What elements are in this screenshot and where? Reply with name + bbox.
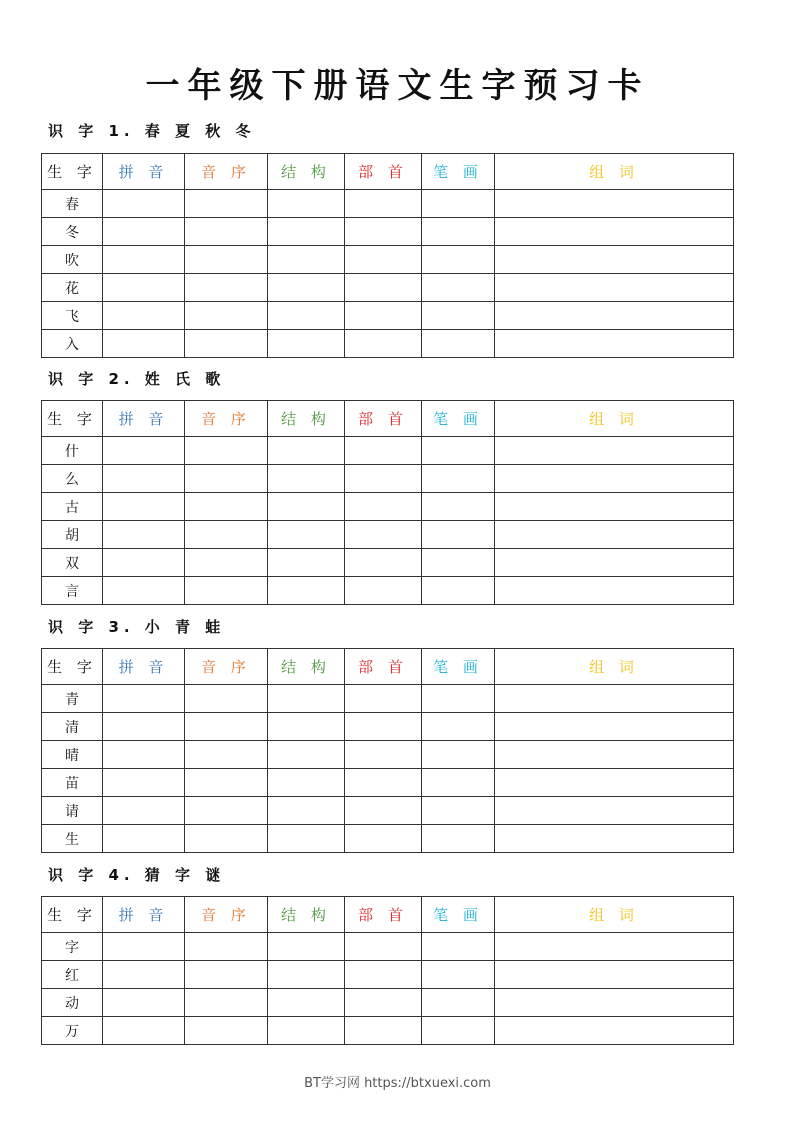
section-title: 识 字 2. 姓 氏 歌 [48, 370, 226, 388]
table-row [42, 246, 734, 274]
answer-cell[interactable] [185, 685, 268, 713]
character-cell: 双 [42, 549, 103, 577]
answer-cell[interactable] [268, 769, 345, 797]
answer-cell[interactable] [185, 302, 268, 330]
character-cell: 生 [42, 825, 103, 853]
column-header: 结 构 [268, 401, 345, 437]
column-header: 生 字 [42, 401, 103, 437]
answer-cell[interactable] [345, 797, 422, 825]
character-cell: 胡 [42, 521, 103, 549]
answer-cell[interactable] [268, 218, 345, 246]
table-row [42, 549, 734, 577]
page-title: 一年级下册语文生字预习卡 [145, 66, 650, 106]
answer-cell[interactable] [268, 190, 345, 218]
answer-cell[interactable] [495, 577, 734, 605]
column-header: 音 序 [185, 401, 268, 437]
answer-cell[interactable] [345, 741, 422, 769]
answer-cell[interactable] [185, 1017, 268, 1045]
character-cell: 清 [42, 713, 103, 741]
answer-cell[interactable] [422, 741, 495, 769]
answer-cell[interactable] [495, 961, 734, 989]
answer-cell[interactable] [495, 302, 734, 330]
character-cell: 春 [42, 190, 103, 218]
answer-cell[interactable] [103, 797, 185, 825]
table-row [42, 989, 734, 1017]
answer-cell[interactable] [103, 989, 185, 1017]
answer-cell[interactable] [268, 437, 345, 465]
answer-cell[interactable] [268, 989, 345, 1017]
answer-cell[interactable] [422, 190, 495, 218]
character-cell: 字 [42, 933, 103, 961]
answer-cell[interactable] [103, 521, 185, 549]
answer-cell[interactable] [268, 713, 345, 741]
answer-cell[interactable] [185, 961, 268, 989]
answer-cell[interactable] [422, 302, 495, 330]
column-header: 拼 音 [103, 897, 185, 933]
table-row [42, 274, 734, 302]
character-cell: 古 [42, 493, 103, 521]
answer-cell[interactable] [185, 246, 268, 274]
table-row [42, 685, 734, 713]
column-header: 笔 画 [422, 401, 495, 437]
column-header: 结 构 [268, 154, 345, 190]
table-row [42, 741, 734, 769]
answer-cell[interactable] [103, 218, 185, 246]
table-row [42, 769, 734, 797]
preview-card-table [41, 153, 734, 358]
answer-cell[interactable] [185, 465, 268, 493]
character-cell: 入 [42, 330, 103, 358]
answer-cell[interactable] [345, 577, 422, 605]
answer-cell[interactable] [103, 825, 185, 853]
section-title: 识 字 3. 小 青 蛙 [48, 618, 226, 636]
character-cell: 动 [42, 989, 103, 1017]
column-header: 拼 音 [103, 649, 185, 685]
answer-cell[interactable] [268, 465, 345, 493]
answer-cell[interactable] [345, 274, 422, 302]
character-cell: 花 [42, 274, 103, 302]
column-header: 部 首 [345, 897, 422, 933]
column-header: 拼 音 [103, 154, 185, 190]
table-row [42, 961, 734, 989]
answer-cell[interactable] [268, 493, 345, 521]
column-header: 拼 音 [103, 401, 185, 437]
answer-cell[interactable] [422, 933, 495, 961]
answer-cell[interactable] [495, 521, 734, 549]
answer-cell[interactable] [345, 465, 422, 493]
answer-cell[interactable] [268, 302, 345, 330]
answer-cell[interactable] [345, 302, 422, 330]
answer-cell[interactable] [185, 989, 268, 1017]
answer-cell[interactable] [495, 797, 734, 825]
answer-cell[interactable] [345, 330, 422, 358]
answer-cell[interactable] [345, 549, 422, 577]
character-cell: 青 [42, 685, 103, 713]
answer-cell[interactable] [345, 493, 422, 521]
preview-card-table [41, 648, 734, 853]
column-header: 生 字 [42, 649, 103, 685]
answer-cell[interactable] [103, 713, 185, 741]
answer-cell[interactable] [495, 549, 734, 577]
column-header: 结 构 [268, 897, 345, 933]
column-header: 笔 画 [422, 897, 495, 933]
answer-cell[interactable] [268, 825, 345, 853]
answer-cell[interactable] [268, 246, 345, 274]
answer-cell[interactable] [422, 769, 495, 797]
column-header: 音 序 [185, 897, 268, 933]
answer-cell[interactable] [495, 741, 734, 769]
answer-cell[interactable] [345, 218, 422, 246]
section-title: 识 字 1. 春 夏 秋 冬 [48, 122, 256, 140]
column-header: 结 构 [268, 649, 345, 685]
answer-cell[interactable] [495, 274, 734, 302]
column-header: 组 词 [495, 401, 734, 437]
answer-cell[interactable] [185, 493, 268, 521]
answer-cell[interactable] [103, 493, 185, 521]
answer-cell[interactable] [345, 190, 422, 218]
answer-cell[interactable] [185, 274, 268, 302]
answer-cell[interactable] [495, 465, 734, 493]
table-row [42, 302, 734, 330]
answer-cell[interactable] [268, 521, 345, 549]
answer-cell[interactable] [345, 685, 422, 713]
character-cell: 晴 [42, 741, 103, 769]
answer-cell[interactable] [422, 961, 495, 989]
answer-cell[interactable] [422, 1017, 495, 1045]
column-header: 笔 画 [422, 154, 495, 190]
column-header: 部 首 [345, 401, 422, 437]
answer-cell[interactable] [268, 741, 345, 769]
answer-cell[interactable] [495, 933, 734, 961]
answer-cell[interactable] [422, 521, 495, 549]
answer-cell[interactable] [345, 933, 422, 961]
section-title: 识 字 4. 猜 字 谜 [48, 866, 226, 884]
answer-cell[interactable] [103, 330, 185, 358]
answer-cell[interactable] [103, 465, 185, 493]
answer-cell[interactable] [185, 577, 268, 605]
answer-cell[interactable] [103, 1017, 185, 1045]
answer-cell[interactable] [185, 218, 268, 246]
answer-cell[interactable] [185, 713, 268, 741]
answer-cell[interactable] [495, 713, 734, 741]
answer-cell[interactable] [422, 577, 495, 605]
answer-cell[interactable] [495, 437, 734, 465]
column-header: 笔 画 [422, 649, 495, 685]
answer-cell[interactable] [268, 685, 345, 713]
header-row [42, 649, 734, 685]
answer-cell[interactable] [103, 549, 185, 577]
answer-cell[interactable] [103, 190, 185, 218]
answer-cell[interactable] [345, 825, 422, 853]
character-cell: 苗 [42, 769, 103, 797]
answer-cell[interactable] [345, 713, 422, 741]
answer-cell[interactable] [185, 437, 268, 465]
answer-cell[interactable] [268, 1017, 345, 1045]
answer-cell[interactable] [185, 825, 268, 853]
header-row [42, 897, 734, 933]
answer-cell[interactable] [185, 190, 268, 218]
answer-cell[interactable] [185, 521, 268, 549]
answer-cell[interactable] [103, 685, 185, 713]
table-row [42, 797, 734, 825]
answer-cell[interactable] [422, 493, 495, 521]
answer-cell[interactable] [422, 274, 495, 302]
answer-cell[interactable] [103, 961, 185, 989]
table-row [42, 493, 734, 521]
header-row [42, 401, 734, 437]
answer-cell[interactable] [268, 797, 345, 825]
column-header: 音 序 [185, 154, 268, 190]
answer-cell[interactable] [422, 330, 495, 358]
column-header: 部 首 [345, 154, 422, 190]
table-row [42, 465, 734, 493]
answer-cell[interactable] [422, 437, 495, 465]
answer-cell[interactable] [495, 493, 734, 521]
footer-watermark: BT学习网 https://btxuexi.com [304, 1076, 491, 1091]
answer-cell[interactable] [103, 274, 185, 302]
character-cell: 么 [42, 465, 103, 493]
table-row [42, 190, 734, 218]
answer-cell[interactable] [422, 218, 495, 246]
preview-card-table [41, 896, 734, 1045]
column-header: 生 字 [42, 154, 103, 190]
answer-cell[interactable] [422, 246, 495, 274]
character-cell: 吹 [42, 246, 103, 274]
column-header: 组 词 [495, 154, 734, 190]
answer-cell[interactable] [185, 330, 268, 358]
table-row [42, 933, 734, 961]
column-header: 组 词 [495, 897, 734, 933]
answer-cell[interactable] [103, 302, 185, 330]
answer-cell[interactable] [495, 769, 734, 797]
character-cell: 红 [42, 961, 103, 989]
answer-cell[interactable] [268, 274, 345, 302]
character-cell: 飞 [42, 302, 103, 330]
table-row [42, 577, 734, 605]
answer-cell[interactable] [422, 713, 495, 741]
answer-cell[interactable] [103, 246, 185, 274]
table-row [42, 825, 734, 853]
answer-cell[interactable] [268, 330, 345, 358]
column-header: 音 序 [185, 649, 268, 685]
answer-cell[interactable] [268, 961, 345, 989]
answer-cell[interactable] [495, 685, 734, 713]
answer-cell[interactable] [103, 577, 185, 605]
answer-cell[interactable] [422, 549, 495, 577]
answer-cell[interactable] [345, 769, 422, 797]
answer-cell[interactable] [422, 685, 495, 713]
answer-cell[interactable] [103, 933, 185, 961]
answer-cell[interactable] [185, 549, 268, 577]
answer-cell[interactable] [422, 989, 495, 1017]
table-row [42, 330, 734, 358]
answer-cell[interactable] [345, 246, 422, 274]
table-row [42, 713, 734, 741]
answer-cell[interactable] [495, 218, 734, 246]
answer-cell[interactable] [422, 797, 495, 825]
answer-cell[interactable] [495, 1017, 734, 1045]
answer-cell[interactable] [185, 797, 268, 825]
column-header: 部 首 [345, 649, 422, 685]
character-cell: 请 [42, 797, 103, 825]
answer-cell[interactable] [495, 330, 734, 358]
character-cell: 冬 [42, 218, 103, 246]
table-row [42, 1017, 734, 1045]
answer-cell[interactable] [103, 741, 185, 769]
table-row [42, 521, 734, 549]
preview-card-table [41, 400, 734, 605]
answer-cell[interactable] [103, 769, 185, 797]
answer-cell[interactable] [422, 825, 495, 853]
answer-cell[interactable] [185, 741, 268, 769]
answer-cell[interactable] [185, 769, 268, 797]
answer-cell[interactable] [103, 437, 185, 465]
header-row [42, 154, 734, 190]
column-header: 组 词 [495, 649, 734, 685]
answer-cell[interactable] [495, 246, 734, 274]
answer-cell[interactable] [345, 989, 422, 1017]
answer-cell[interactable] [185, 933, 268, 961]
answer-cell[interactable] [495, 190, 734, 218]
answer-cell[interactable] [345, 1017, 422, 1045]
character-cell: 万 [42, 1017, 103, 1045]
answer-cell[interactable] [268, 549, 345, 577]
table-row [42, 437, 734, 465]
answer-cell[interactable] [268, 933, 345, 961]
character-cell: 什 [42, 437, 103, 465]
answer-cell[interactable] [495, 989, 734, 1017]
answer-cell[interactable] [345, 437, 422, 465]
answer-cell[interactable] [345, 961, 422, 989]
answer-cell[interactable] [422, 465, 495, 493]
answer-cell[interactable] [268, 577, 345, 605]
column-header: 生 字 [42, 897, 103, 933]
answer-cell[interactable] [345, 521, 422, 549]
character-cell: 言 [42, 577, 103, 605]
table-row [42, 218, 734, 246]
answer-cell[interactable] [495, 825, 734, 853]
